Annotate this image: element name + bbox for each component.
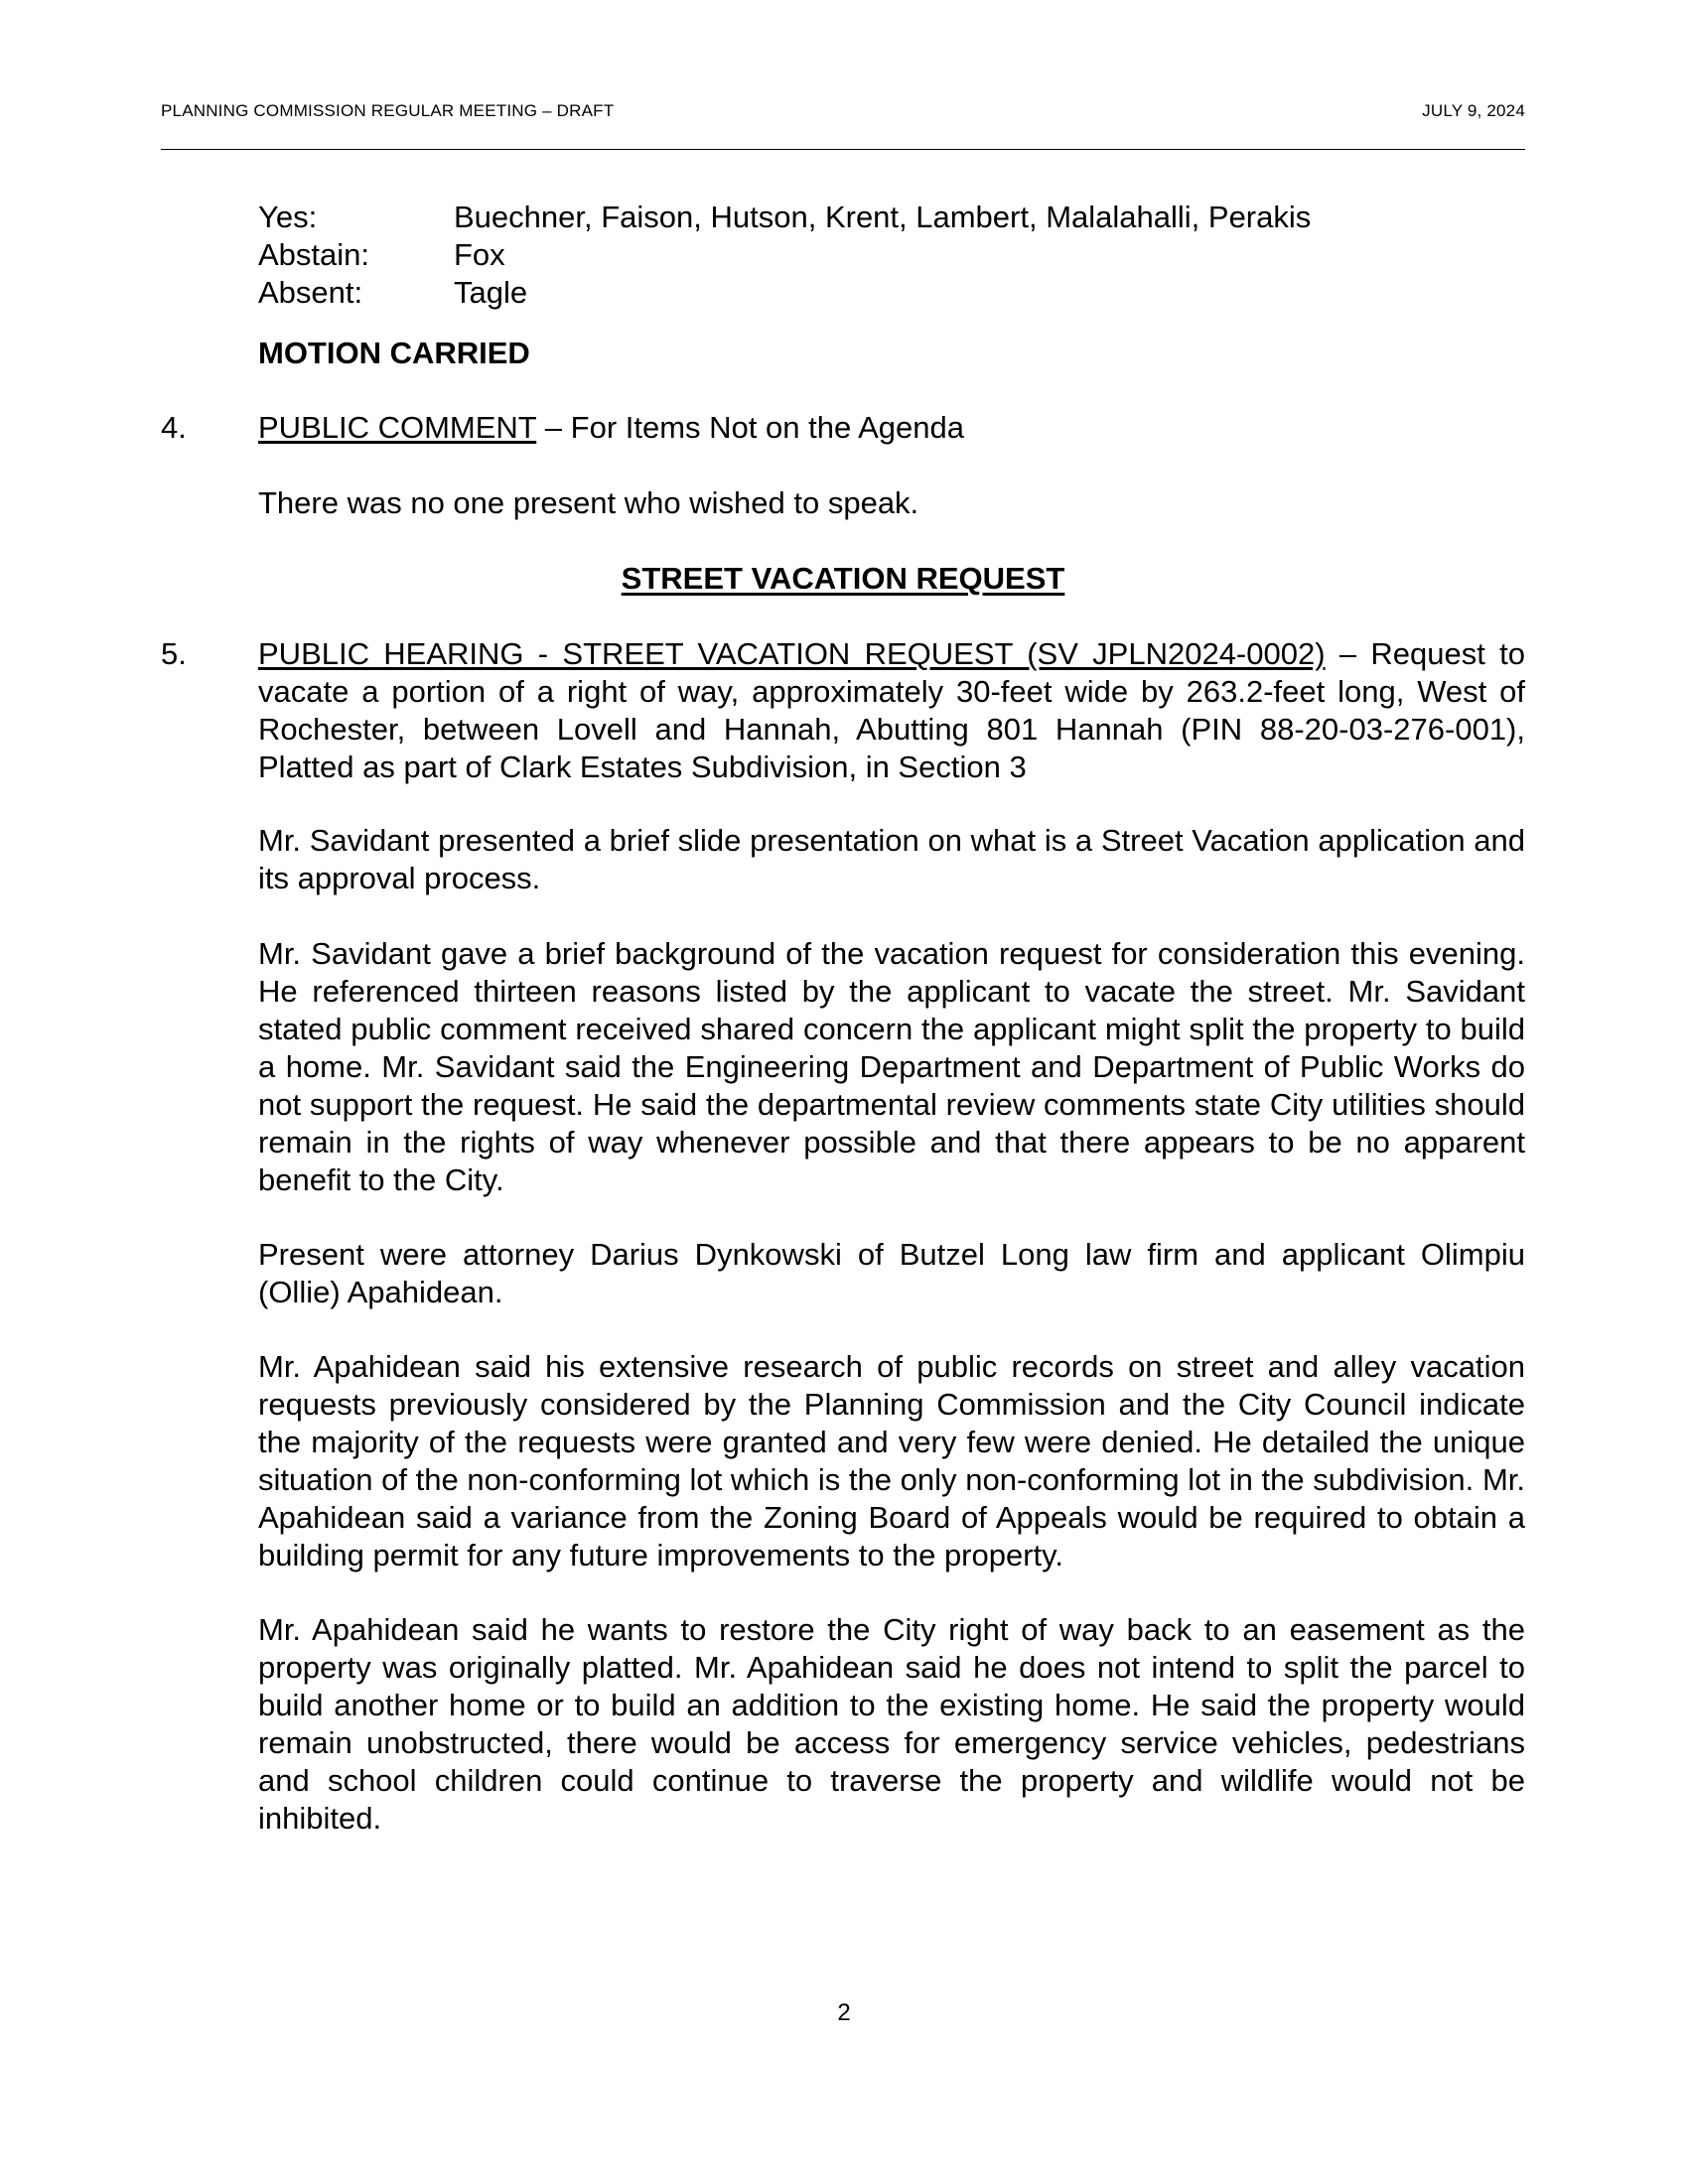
item-number: 5. <box>161 636 187 671</box>
item-description: – Request to vacate a portion of a right of way, approximately 30-feet wide by 263.2-feet long, West of Rochester, between Lovell and Hannah, Abutting 801 Hannah (PIN 88-20-03-276-001), Platted as part of Clark Estates Subdivision, in Section 3 <box>258 636 1525 784</box>
vote-label: Yes: <box>258 200 318 234</box>
vote-names: Tagle <box>454 275 528 310</box>
section-heading: STREET VACATION REQUEST <box>621 561 1065 596</box>
header-divider <box>161 149 1525 150</box>
vote-label: Absent: <box>258 275 363 310</box>
page-number: 2 <box>837 1999 851 2026</box>
vote-label: Abstain: <box>258 237 370 272</box>
item-title-suffix: – For Items Not on the Agenda <box>536 410 964 445</box>
motion-result: MOTION CARRIED <box>258 336 530 370</box>
item-title: PUBLIC COMMENT <box>258 410 537 445</box>
paragraph: Mr. Savidant gave a brief background of the vacation request for consideration this evening. He referenced thirteen reasons listed by the applicant to vacate the street. Mr. Savidant stated public comment received shared concern the applicant might split the property to build a home. Mr. Savidant said the Engineering Department and Department of Public Works do not support the request. He said the departmental review comments state City utilities should remain in the rights of way whenever possible and that there appears to be no apparent benefit to the City. <box>258 936 1525 1197</box>
item-4-note: There was no one present who wished to speak. <box>258 485 919 520</box>
vote-names: Buechner, Faison, Hutson, Krent, Lambert, Malalahalli, Perakis <box>454 200 1312 234</box>
item-heading <box>258 409 1525 447</box>
paragraph: Mr. Apahidean said his extensive research of public records on street and alley vacation requests previously considered by the Planning Commission and the City Council indicate the majority of the requests were granted and very few were denied. He detailed the unique situation of the non-conforming lot which is the only non-conforming lot in the subdivision. Mr. Apahidean said a variance from the Zoning Board of Appeals would be required to obtain a building permit for any future improvements to the property. <box>258 1349 1525 1572</box>
item-title: PUBLIC HEARING - STREET VACATION REQUEST (SV JPLN2024-0002) <box>258 636 1326 671</box>
paragraph: Mr. Apahidean said he wants to restore the City right of way back to an easement as the property was originally platted. Mr. Apahidean said he does not intend to split the parcel to build another home or to build an addition to the existing home. He said the property would remain unobstructed, there would be access for emergency service vehicles, pedestrians and school children could continue to traverse the property and wildlife would not be inhibited. <box>258 1612 1525 1836</box>
vote-names: Fox <box>454 237 505 272</box>
header-title: PLANNING COMMISSION REGULAR MEETING – DRAFT <box>161 101 615 120</box>
paragraph: Mr. Savidant presented a brief slide presentation on what is a Street Vacation application and its approval process. <box>258 823 1525 895</box>
item-number: 4. <box>161 410 187 445</box>
item-heading <box>258 635 1525 786</box>
header-date: JULY 9, 2024 <box>1422 101 1525 120</box>
paragraph: Present were attorney Darius Dynkowski of Butzel Long law firm and applicant Olimpiu (Ollie) Apahidean. <box>258 1237 1525 1309</box>
